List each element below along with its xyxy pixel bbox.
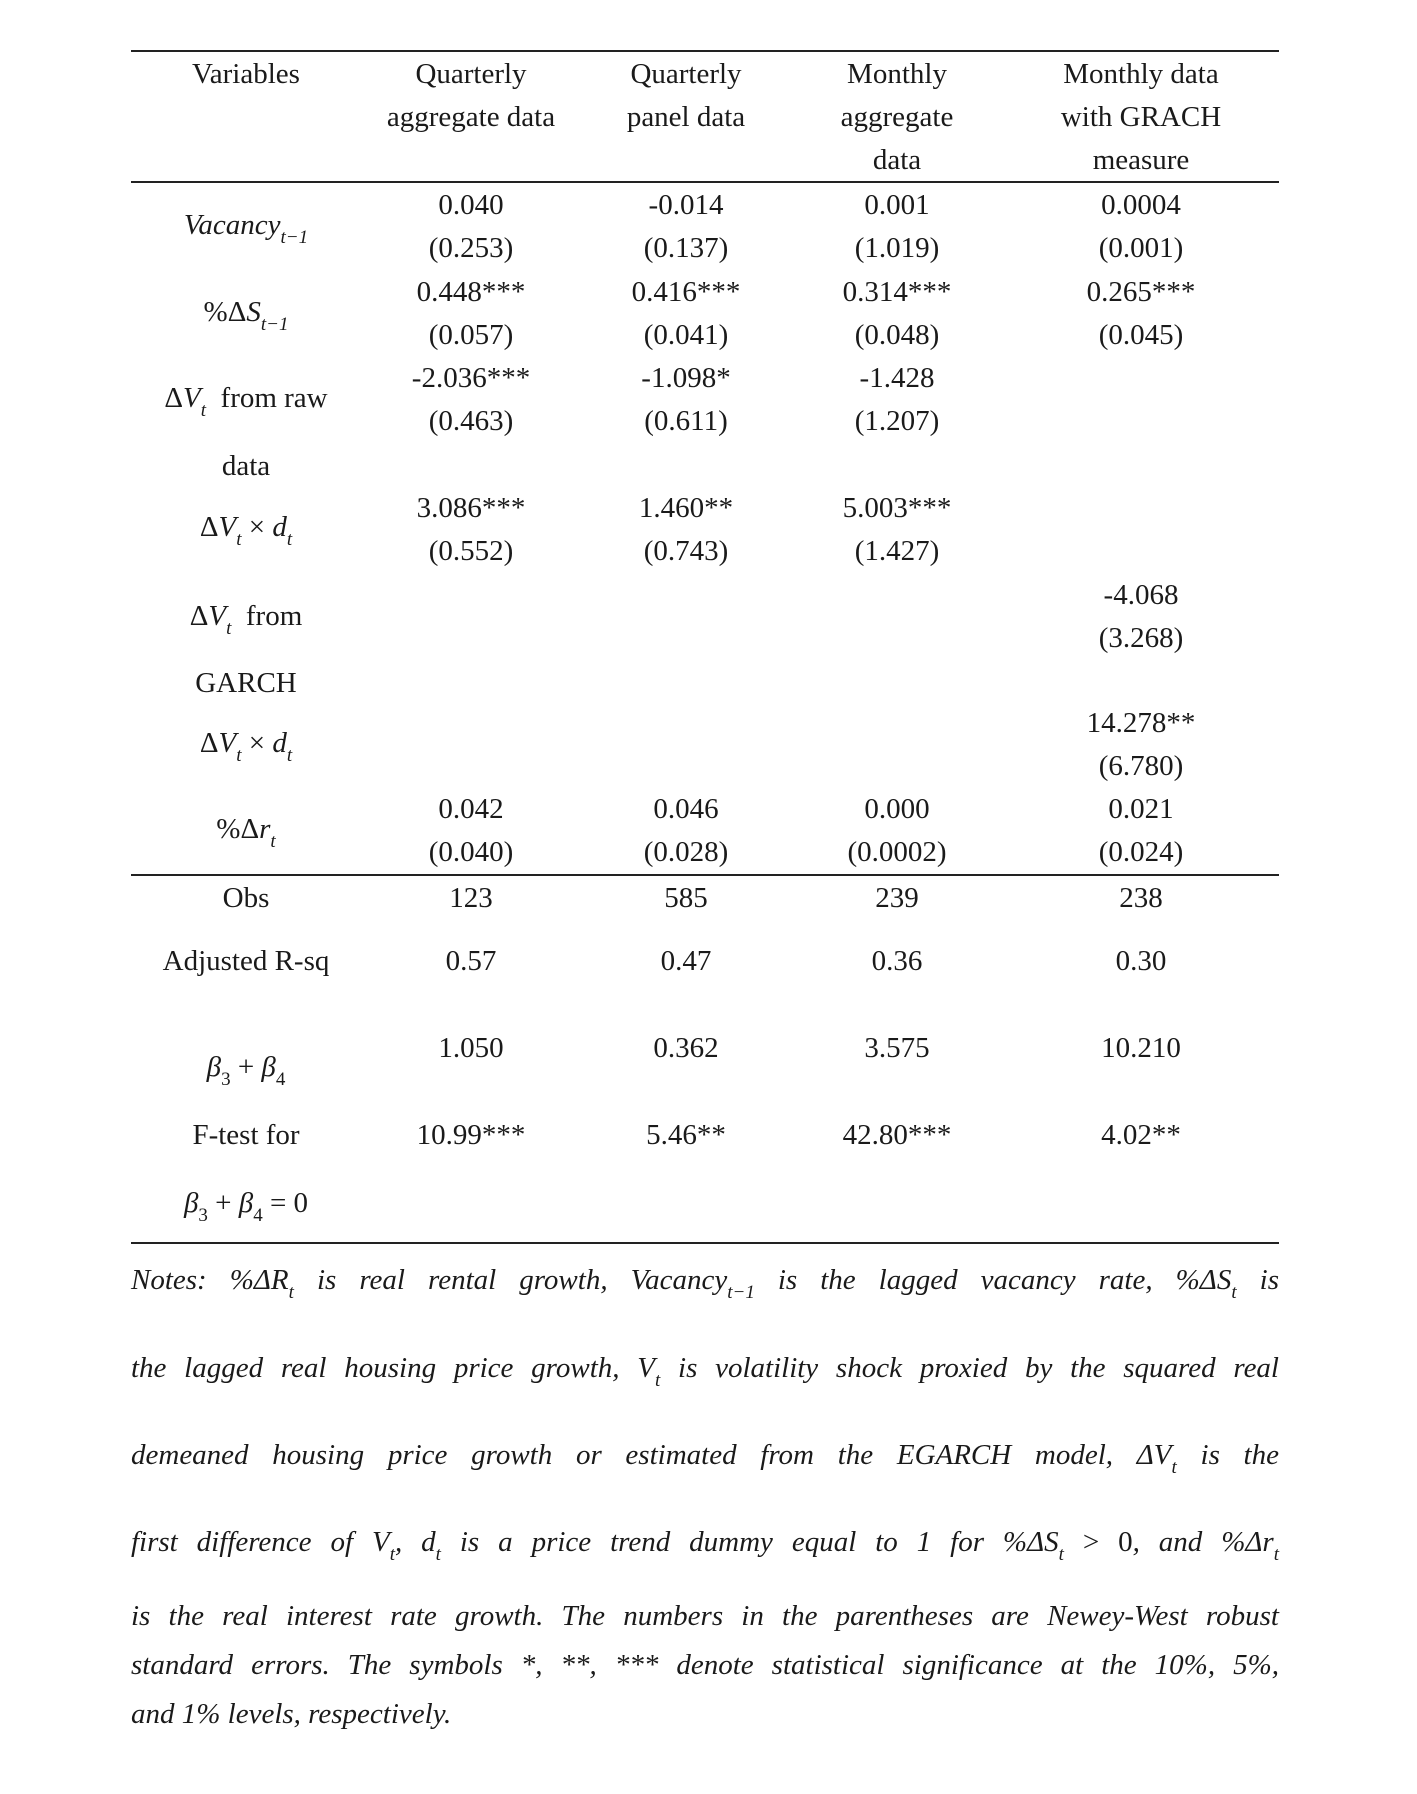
t-subscript: t: [654, 1370, 661, 1391]
pct-delta: %Δ: [216, 813, 260, 845]
notes-text: is the: [1176, 1439, 1279, 1471]
t-subscript: t: [1231, 1282, 1237, 1303]
s-symbol: S: [1044, 1526, 1059, 1558]
row-label-interest: [131, 808, 361, 854]
coef: 3.086***: [416, 492, 526, 524]
d-symbol: d: [421, 1526, 436, 1558]
cell-dv-garch-m-garch: [1003, 574, 1279, 660]
header-line: panel data: [626, 101, 746, 133]
coef: 0.046: [653, 793, 719, 825]
t-subscript: t: [1058, 1544, 1064, 1565]
std-err: (6.780): [1098, 750, 1184, 782]
cell-interest-m-agg: [792, 788, 1002, 874]
header-quarterly-panel: [581, 53, 791, 139]
beta-symbol: β: [183, 1187, 199, 1219]
cell-interest-q-agg: [362, 788, 580, 874]
d-subscript: t: [286, 745, 293, 766]
std-err: (1.207): [854, 405, 940, 437]
coef: 0.042: [438, 793, 504, 825]
std-err: (3.268): [1098, 622, 1184, 654]
notes-text: is the lagged vacancy rate, %Δ: [754, 1264, 1217, 1296]
stat-adj-r2-q-agg: 0.57: [445, 945, 497, 977]
bottom-rule: [131, 1242, 1279, 1244]
v-subscript: t: [236, 529, 242, 550]
beta-symbol: β: [261, 1051, 276, 1083]
label-text-line2: data: [221, 450, 271, 482]
header-line: Quarterly: [630, 58, 742, 90]
stat-label-beta-sum: [131, 1046, 361, 1092]
t-subscript: t: [1171, 1457, 1177, 1478]
header-line: with GRACH: [1060, 101, 1222, 133]
notes-text: is a price trend dummy equal to 1 for %Δ: [440, 1526, 1045, 1558]
s-symbol: S: [246, 296, 261, 328]
header-line: data: [872, 144, 922, 176]
notes-text: demeaned housing price growth or estimated from the EGARCH model, Δ: [131, 1439, 1154, 1471]
header-line: Monthly data: [1063, 58, 1219, 90]
row-label-dv-garch: [131, 595, 361, 641]
vacancy-subscript: t−1: [280, 227, 309, 248]
cell-dv-raw-x-d-m-agg: [792, 487, 1002, 573]
coef: 1.460**: [638, 492, 734, 524]
coef: 0.021: [1108, 793, 1174, 825]
coef: -1.428: [859, 362, 935, 394]
t-subscript: t: [288, 1282, 294, 1303]
row-label-dv-raw-line2: [131, 445, 361, 488]
row-label-dv-raw: [131, 377, 361, 423]
coef: 0.001: [864, 189, 930, 221]
delta: Δ: [189, 600, 209, 632]
header-quarterly-aggregate: [362, 53, 580, 139]
std-err: (0.001): [1098, 232, 1184, 264]
stat-ftest-m-garch: 4.02**: [1101, 1119, 1181, 1151]
stat-label-ftest-line2: [131, 1182, 361, 1228]
notes-text: ,: [394, 1526, 422, 1558]
cell-price-growth-m-agg: [792, 271, 1002, 357]
r-subscript: t: [270, 831, 276, 852]
v-subscript: t: [236, 745, 242, 766]
cell-vacancy-m-garch: [1003, 184, 1279, 270]
label-text: from raw: [220, 382, 328, 414]
coef: 0.0004: [1101, 189, 1181, 221]
stat-adj-r2-m-garch: 0.30: [1115, 945, 1167, 977]
cell-dv-raw-q-agg: [362, 357, 580, 443]
stat-beta-sum-q-agg: 1.050: [438, 1032, 504, 1064]
r-symbol: r: [1262, 1526, 1274, 1558]
s-symbol: S: [1216, 1264, 1232, 1296]
std-err: (0.024): [1098, 836, 1184, 868]
header-monthly-garch: [1003, 53, 1279, 182]
notes-line-6: standard errors. The symbols *, **, *** denote statistical significance at the 10%, 5%,: [131, 1649, 1279, 1681]
t-subscript: t: [1273, 1544, 1279, 1565]
notes-line-3: [131, 1439, 1279, 1478]
row-label-dv-raw-x-d: [131, 506, 361, 552]
beta-subscript-3: 3: [198, 1205, 208, 1226]
std-err: (0.611): [644, 405, 728, 437]
coef: 0.040: [438, 189, 504, 221]
beta-subscript-3: 3: [221, 1069, 231, 1090]
cell-price-growth-q-agg: [362, 271, 580, 357]
v-symbol: V: [371, 1526, 390, 1558]
stat-label-obs: Obs: [222, 882, 270, 914]
row-label-dv-garch-x-d: [131, 722, 361, 768]
v-subscript: t: [226, 618, 232, 639]
stat-beta-sum-m-garch: 10.210: [1101, 1032, 1181, 1064]
cell-vacancy-m-agg: [792, 184, 1002, 270]
pct-delta: %Δ: [203, 296, 247, 328]
notes-text: , and %Δ: [1132, 1526, 1263, 1558]
cell-interest-q-panel: [581, 788, 791, 874]
label-text-line2: GARCH: [195, 667, 297, 699]
cell-price-growth-m-garch: [1003, 271, 1279, 357]
v-symbol: V: [218, 511, 237, 543]
stat-obs-m-garch: 238: [1119, 882, 1163, 914]
plus-sign: +: [215, 1187, 232, 1219]
stat-label-adj-r2: Adjusted R-sq: [162, 945, 330, 977]
delta: Δ: [164, 382, 184, 414]
vacancy-subscript: t−1: [727, 1282, 755, 1303]
notes-line-5: is the real interest rate growth. The numbers in the parentheses are Newey-West robust: [131, 1600, 1279, 1632]
coef: -1.098*: [641, 362, 731, 394]
std-err: (0.0002): [847, 836, 947, 868]
stat-ftest-q-panel: 5.46**: [646, 1119, 726, 1151]
std-err: (0.045): [1098, 319, 1184, 351]
cell-dv-raw-x-d-q-panel: [581, 487, 791, 573]
stat-obs-m-agg: 239: [875, 882, 919, 914]
stat-label-ftest: F-test for: [192, 1119, 300, 1151]
v-symbol: V: [637, 1352, 655, 1384]
vacancy-symbol: Vacancy: [630, 1264, 728, 1296]
std-err: (0.743): [643, 535, 729, 567]
coef: -4.068: [1103, 579, 1179, 611]
top-rule: [131, 50, 1279, 52]
cell-interest-m-garch: [1003, 788, 1279, 874]
std-err: (0.253): [428, 232, 514, 264]
greater-than-zero: > 0: [1063, 1526, 1133, 1558]
d-symbol: d: [272, 727, 287, 759]
t-subscript: t: [389, 1544, 395, 1565]
header-line: Quarterly: [415, 58, 527, 90]
coef: 14.278**: [1086, 707, 1196, 739]
v-symbol: V: [183, 382, 201, 414]
stat-ftest-q-agg: 10.99***: [416, 1119, 526, 1151]
coef: -0.014: [648, 189, 724, 221]
cell-vacancy-q-agg: [362, 184, 580, 270]
d-subscript: t: [286, 529, 293, 550]
cell-dv-raw-x-d-q-agg: [362, 487, 580, 573]
header-line: measure: [1092, 144, 1190, 176]
std-err: (1.427): [854, 535, 940, 567]
label-text: from: [245, 600, 303, 632]
stat-obs-q-agg: 123: [449, 882, 493, 914]
std-err: (0.463): [428, 405, 514, 437]
std-err: (0.028): [643, 836, 729, 868]
stat-beta-sum-m-agg: 3.575: [864, 1032, 930, 1064]
stat-obs-q-panel: 585: [664, 882, 708, 914]
v-subscript: t: [200, 400, 207, 421]
stat-adj-r2-m-agg: 0.36: [871, 945, 923, 977]
notes-line-2: [131, 1352, 1279, 1391]
cell-price-growth-q-panel: [581, 271, 791, 357]
row-label-price-growth: [131, 291, 361, 337]
cell-dv-raw-m-agg: [792, 357, 1002, 443]
row-label-dv-garch-line2: [131, 662, 361, 705]
header-line: Monthly: [847, 58, 947, 90]
notes-line-4: [131, 1526, 1279, 1565]
std-err: (1.019): [854, 232, 940, 264]
header-line: aggregate data: [386, 101, 556, 133]
v-symbol: V: [218, 727, 237, 759]
times-sign: ×: [248, 511, 266, 543]
coef: -2.036***: [411, 362, 531, 394]
coef: 0.448***: [416, 276, 526, 308]
std-err: (0.048): [854, 319, 940, 351]
d-symbol: d: [272, 511, 287, 543]
notes-text: the lagged real housing price growth,: [131, 1352, 638, 1384]
t-subscript: t: [435, 1544, 441, 1565]
row-label-vacancy: [131, 204, 361, 250]
r-symbol: R: [270, 1264, 289, 1296]
std-err: (0.040): [428, 836, 514, 868]
beta-symbol: β: [238, 1187, 254, 1219]
beta-subscript-4: 4: [253, 1205, 263, 1226]
s-subscript: t−1: [260, 314, 289, 335]
cell-vacancy-q-panel: [581, 184, 791, 270]
delta: Δ: [199, 511, 219, 543]
stat-adj-r2-q-panel: 0.47: [660, 945, 712, 977]
vacancy-symbol: Vacancy: [183, 209, 281, 241]
cell-dv-raw-q-panel: [581, 357, 791, 443]
stats-rule: [131, 874, 1279, 876]
plus-sign: +: [237, 1051, 255, 1083]
stat-ftest-m-agg: 42.80***: [842, 1119, 952, 1151]
cell-dv-garch-x-d-m-garch: [1003, 702, 1279, 788]
stat-beta-sum-q-panel: 0.362: [653, 1032, 719, 1064]
times-sign: ×: [248, 727, 266, 759]
notes-text: Notes: %Δ: [131, 1264, 271, 1296]
notes-line-7: and 1% levels, respectively.: [131, 1698, 452, 1730]
std-err: (0.057): [428, 319, 514, 351]
coef: 0.416***: [631, 276, 741, 308]
r-symbol: r: [259, 813, 271, 845]
coef: 0.314***: [842, 276, 952, 308]
header-line: aggregate: [840, 101, 954, 133]
header-line: Variables: [192, 58, 300, 90]
equals-zero: = 0: [269, 1187, 309, 1219]
v-symbol: V: [208, 600, 227, 632]
header-monthly-aggregate: [792, 53, 1002, 182]
notes-line-1: [131, 1264, 1279, 1303]
coef: 5.003***: [842, 492, 952, 524]
delta: Δ: [199, 727, 219, 759]
v-symbol: V: [1153, 1439, 1172, 1471]
notes-text: first difference of: [131, 1526, 372, 1558]
std-err: (0.041): [643, 319, 729, 351]
notes-text: is: [1236, 1264, 1279, 1296]
beta-subscript-4: 4: [275, 1069, 286, 1090]
coef: 0.265***: [1086, 276, 1196, 308]
std-err: (0.552): [428, 535, 514, 567]
beta-symbol: β: [206, 1051, 222, 1083]
std-err: (0.137): [643, 232, 729, 264]
notes-text: is volatility shock proxied by the squared real: [660, 1352, 1279, 1384]
notes-text: is real rental growth,: [293, 1264, 631, 1296]
coef: 0.000: [864, 793, 930, 825]
header-variables: [131, 53, 361, 96]
